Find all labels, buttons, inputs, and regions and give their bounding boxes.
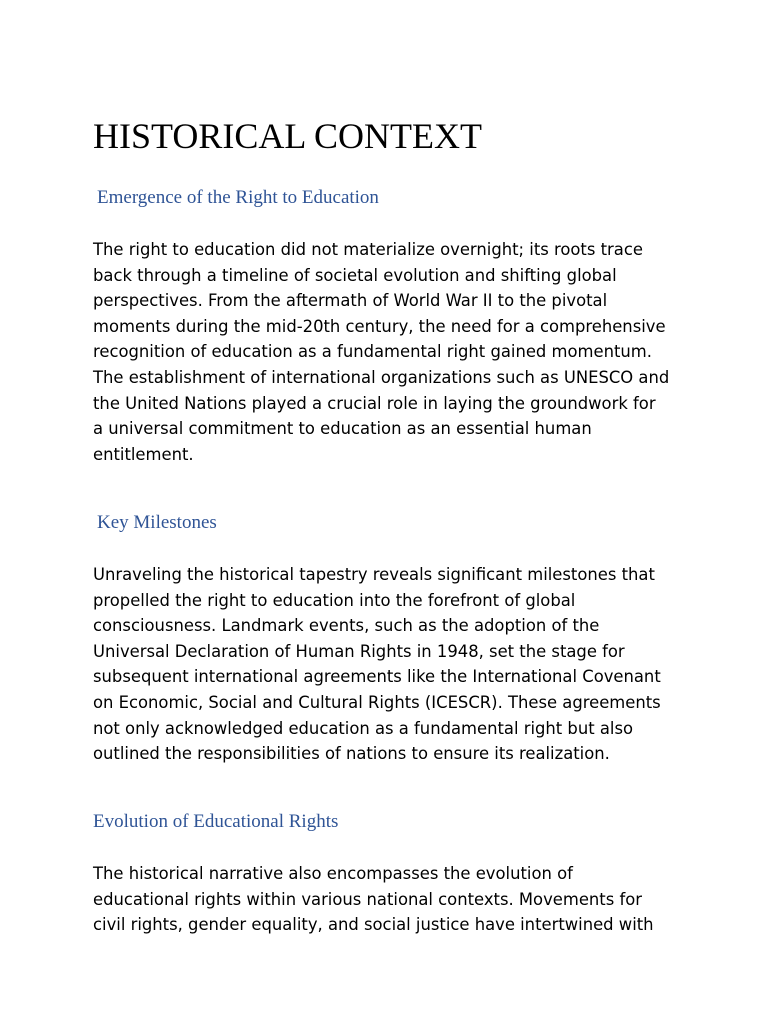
paragraph-line: not only acknowledged education as a fundamental right but also bbox=[93, 718, 634, 738]
paragraph-line: Unraveling the historical tapestry reveals significant milestones that bbox=[93, 565, 655, 584]
paragraph-line: outlined the responsibilities of nations to ensure its realization. bbox=[93, 744, 610, 764]
paragraph-line: entitlement. bbox=[93, 444, 194, 464]
paragraph-line: propelled the right to education into the forefront of global bbox=[93, 590, 576, 610]
paragraph-line: educational rights within various national contexts. Movements for bbox=[93, 889, 643, 909]
paragraph-line: a universal commitment to education as an essential human bbox=[93, 419, 592, 439]
paragraph-line: The establishment of international organizations such as UNESCO and bbox=[93, 367, 670, 387]
paragraph-line: recognition of education as a fundamental right gained momentum. bbox=[93, 342, 652, 362]
page-title: HISTORICAL CONTEXT bbox=[93, 116, 482, 156]
section-paragraph-key-milestones bbox=[93, 562, 693, 767]
section-paragraph-emergence bbox=[93, 237, 693, 467]
section-heading-key-milestones: Key Milestones bbox=[97, 512, 217, 533]
section-heading-emergence: Emergence of the Right to Education bbox=[97, 187, 379, 208]
paragraph-line: consciousness. Landmark events, such as the adoption of the bbox=[93, 616, 600, 636]
paragraph-line: The right to education did not materialize overnight; its roots trace bbox=[93, 240, 643, 259]
paragraph-line: perspectives. From the aftermath of World War II to the pivotal bbox=[93, 291, 608, 311]
paragraph-line: the United Nations played a crucial role in laying the groundwork for bbox=[93, 393, 656, 413]
paragraph-line: moments during the mid-20th century, the need for a comprehensive bbox=[93, 316, 666, 336]
paragraph-line: Universal Declaration of Human Rights in 1948, set the stage for bbox=[93, 641, 625, 661]
section-paragraph-evolution bbox=[93, 861, 693, 938]
paragraph-line: on Economic, Social and Cultural Rights (ICESCR). These agreements bbox=[93, 692, 661, 712]
paragraph-line: The historical narrative also encompasses the evolution of bbox=[93, 864, 573, 883]
paragraph-line: subsequent international agreements like the International Covenant bbox=[93, 667, 661, 687]
section-heading-evolution: Evolution of Educational Rights bbox=[93, 811, 339, 832]
paragraph-line: back through a timeline of societal evolution and shifting global bbox=[93, 265, 617, 285]
paragraph-line: civil rights, gender equality, and social justice have intertwined with bbox=[93, 915, 654, 935]
